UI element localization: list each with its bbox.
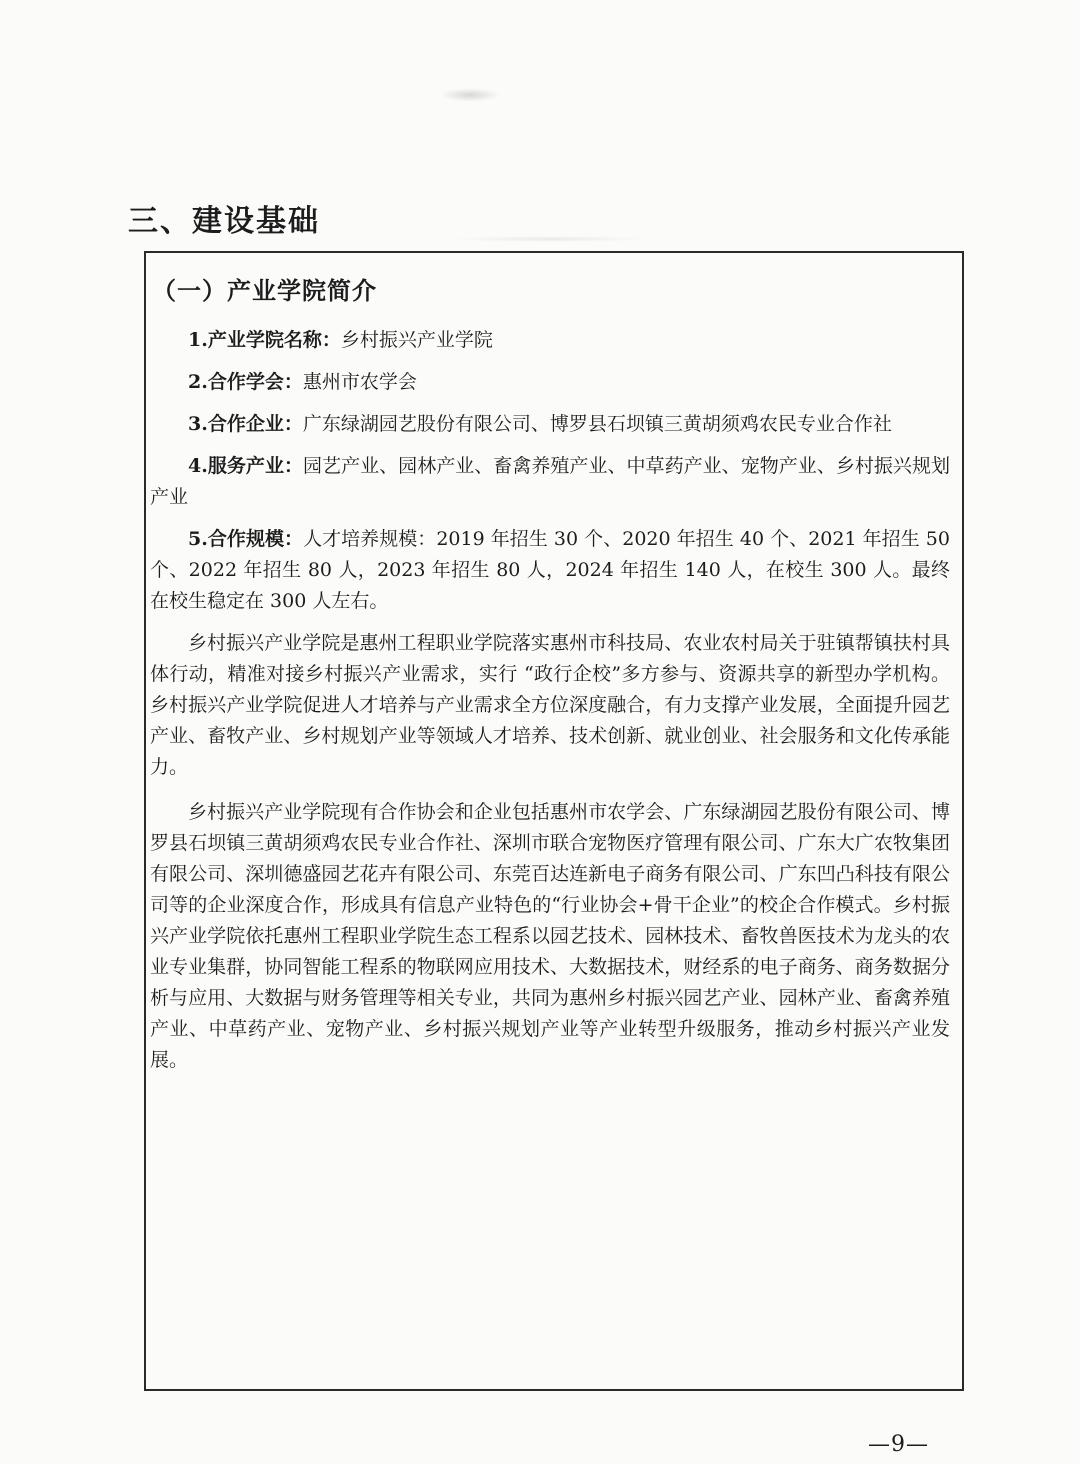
item-label: 1.产业学院名称： [188,329,341,351]
item-value: 广东绿湖园艺股份有限公司、博罗县石坝镇三黄胡须鸡农民专业合作社 [302,413,892,435]
info-item-college-name [150,325,950,356]
sub-heading: （一）产业学院简介 [152,277,377,305]
item-value: 乡村振兴产业学院 [340,329,493,351]
content-box [144,251,964,1391]
item-label: 2.合作学会： [188,371,303,393]
section-heading: 三、建设基础 [128,204,320,239]
body-text [150,325,950,1090]
scan-mark [440,88,500,102]
item-value: 园艺产业、园林产业、畜禽养殖产业、中草药产业、宠物产业、乡村振兴规划产业 [150,455,950,508]
info-item-partner-society [150,367,950,398]
info-item-service-industries [150,451,950,513]
item-value: 人才培养规模：2019 年招生 30 个、2020 年招生 40 个、2021 年招生 50 个、2022 年招生 80 人，2023 年招生 80 人，2024 年招生 140 人，在校生 300 人。最终在校生稳定在 300 人左右。 [150,528,950,612]
info-item-cooperation-scale [150,524,950,617]
item-label: 4.服务产业： [188,455,304,477]
partners-paragraph: 乡村振兴产业学院现有合作协会和企业包括惠州市农学会、广东绿湖园艺股份有限公司、博罗县石坝镇三黄胡须鸡农民专业合作社、深圳市联合宠物医疗管理有限公司、广东大广农牧集团有限公司、深圳德盛园艺花卉有限公司、东莞百达连新电子商务有限公司、广东凹凸科技有限公司等的企业深度合作，形成具有信息产业特色的“行业协会+骨干企业”的校企合作模式。乡村振兴产业学院依托惠州工程职业学院生态工程系以园艺技术、园林技术、畜牧兽医技术为龙头的农业专业集群，协同智能工程系的物联网应用技术、大数据技术，财经系的电子商务、商务数据分析与应用、大数据与财务管理等相关专业，共同为惠州乡村振兴园艺产业、园林产业、畜禽养殖产业、中草药产业、宠物产业、乡村振兴规划产业等产业转型升级服务，推动乡村振兴产业发展。 [150,801,950,1071]
item-value: 惠州市农学会 [302,371,417,393]
info-item-partner-enterprises [150,409,950,440]
item-label: 5.合作规模： [188,528,304,550]
intro-paragraph: 乡村振兴产业学院是惠州工程职业学院落实惠州市科技局、农业农村局关于驻镇帮镇扶村具体行动，精准对接乡村振兴产业需求，实行 “政行企校”多方参与、资源共享的新型办学机构。乡村振兴产业学院促进人才培养与产业需求全方位深度融合，有力支撑产业发展，全面提升园艺产业、畜牧产业、乡村规划产业等领域人才培养、技术创新、就业创业、社会服务和文化传承能力。 [150,632,950,778]
scan-mark [450,236,650,242]
item-label: 3.合作企业： [188,413,303,435]
page-number: —9— [868,1432,929,1457]
